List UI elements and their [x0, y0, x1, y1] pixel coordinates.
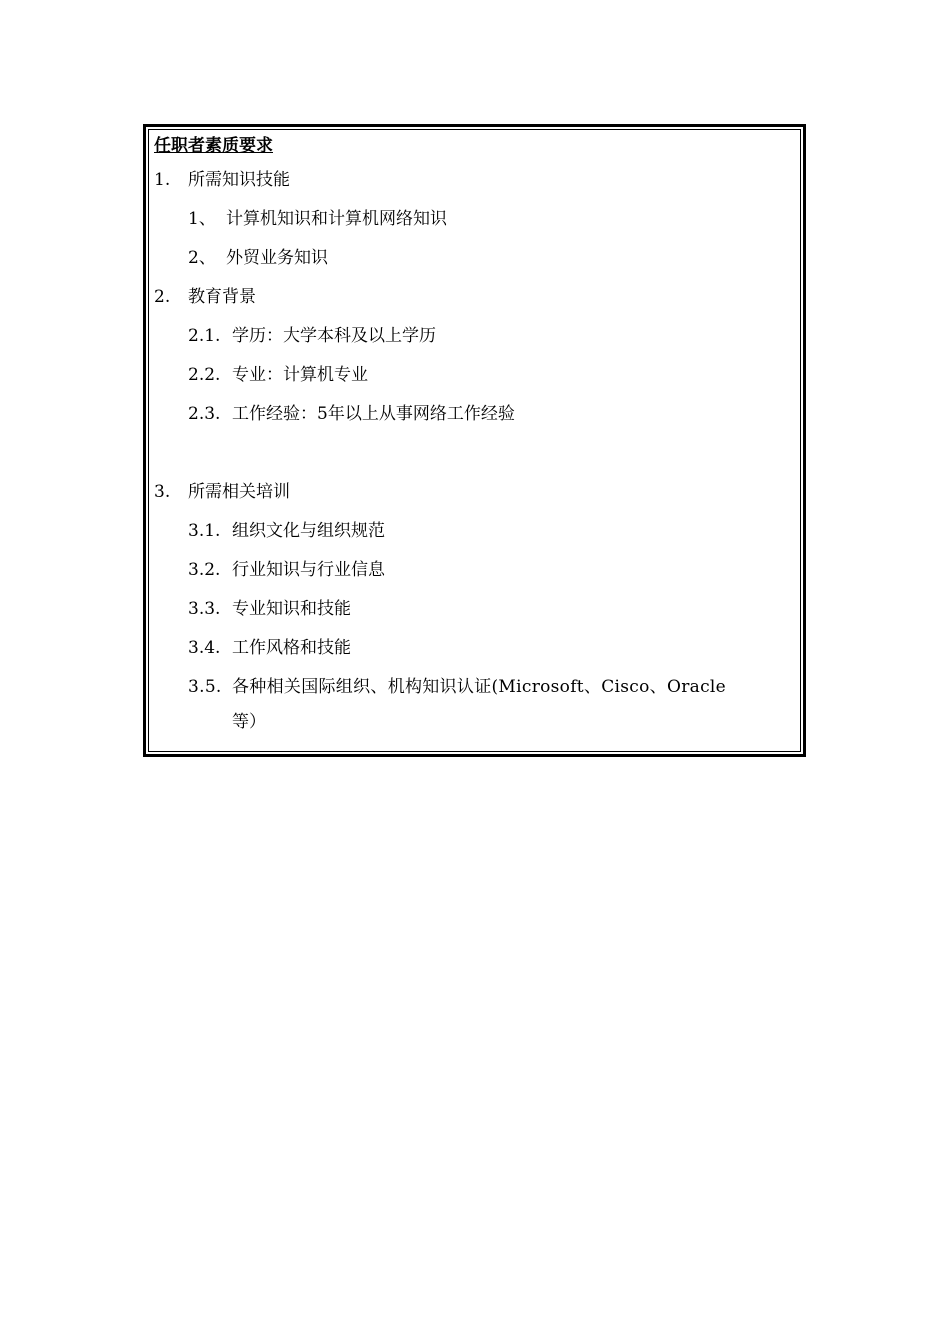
item-number: 3.2.: [188, 560, 221, 580]
blank-line: [154, 434, 799, 473]
item-text: 计算机知识和计算机网络知识: [226, 209, 447, 229]
item-text: 外贸业务知识: [226, 248, 328, 268]
section-number: 1.: [154, 170, 171, 190]
section-number: 2.: [154, 287, 171, 307]
item-number: 3.5.: [188, 677, 222, 697]
requirements-table: [143, 124, 806, 757]
item-number: 2、: [188, 248, 216, 268]
item-number: 3.1.: [188, 521, 221, 541]
section-title: 所需知识技能: [188, 170, 290, 190]
item-text: 专业知识和技能: [232, 599, 351, 619]
section-title: 所需相关培训: [188, 482, 290, 502]
list-item: [154, 590, 799, 629]
item-number: 2.2.: [188, 365, 221, 385]
section-2-title: [154, 278, 799, 317]
table-content: [154, 131, 799, 737]
item-text: 组织文化与组织规范: [232, 521, 385, 541]
item-text: 工作风格和技能: [232, 638, 351, 658]
item-text: 专业：计算机专业: [232, 365, 368, 385]
item-text: 各种相关国际组织、机构知识认证(Microsoft、Cisco、Oracle: [232, 677, 726, 697]
item-number: 3.4.: [188, 638, 221, 658]
section-number: 3.: [154, 482, 171, 502]
list-item: [154, 317, 799, 356]
item-text-continuation: 等）: [232, 712, 266, 732]
list-item: [154, 668, 799, 707]
item-number: 1、: [188, 209, 216, 229]
section-heading: 任职者素质要求: [154, 136, 273, 156]
list-item: [154, 239, 799, 278]
section-1-title: [154, 161, 799, 200]
item-text: 行业知识与行业信息: [232, 560, 385, 580]
item-text: 学历：大学本科及以上学历: [232, 326, 436, 346]
list-item: [154, 512, 799, 551]
section-title: 教育背景: [188, 287, 256, 307]
list-item: [154, 395, 799, 434]
item-number: 3.3.: [188, 599, 221, 619]
item-number: 2.3.: [188, 404, 221, 424]
list-item: [154, 629, 799, 668]
section-3-title: [154, 473, 799, 512]
list-item: [154, 200, 799, 239]
item-number: 2.1.: [188, 326, 221, 346]
list-item: [154, 356, 799, 395]
item-text: 工作经验：5年以上从事网络工作经验: [232, 404, 515, 424]
list-item: [154, 551, 799, 590]
